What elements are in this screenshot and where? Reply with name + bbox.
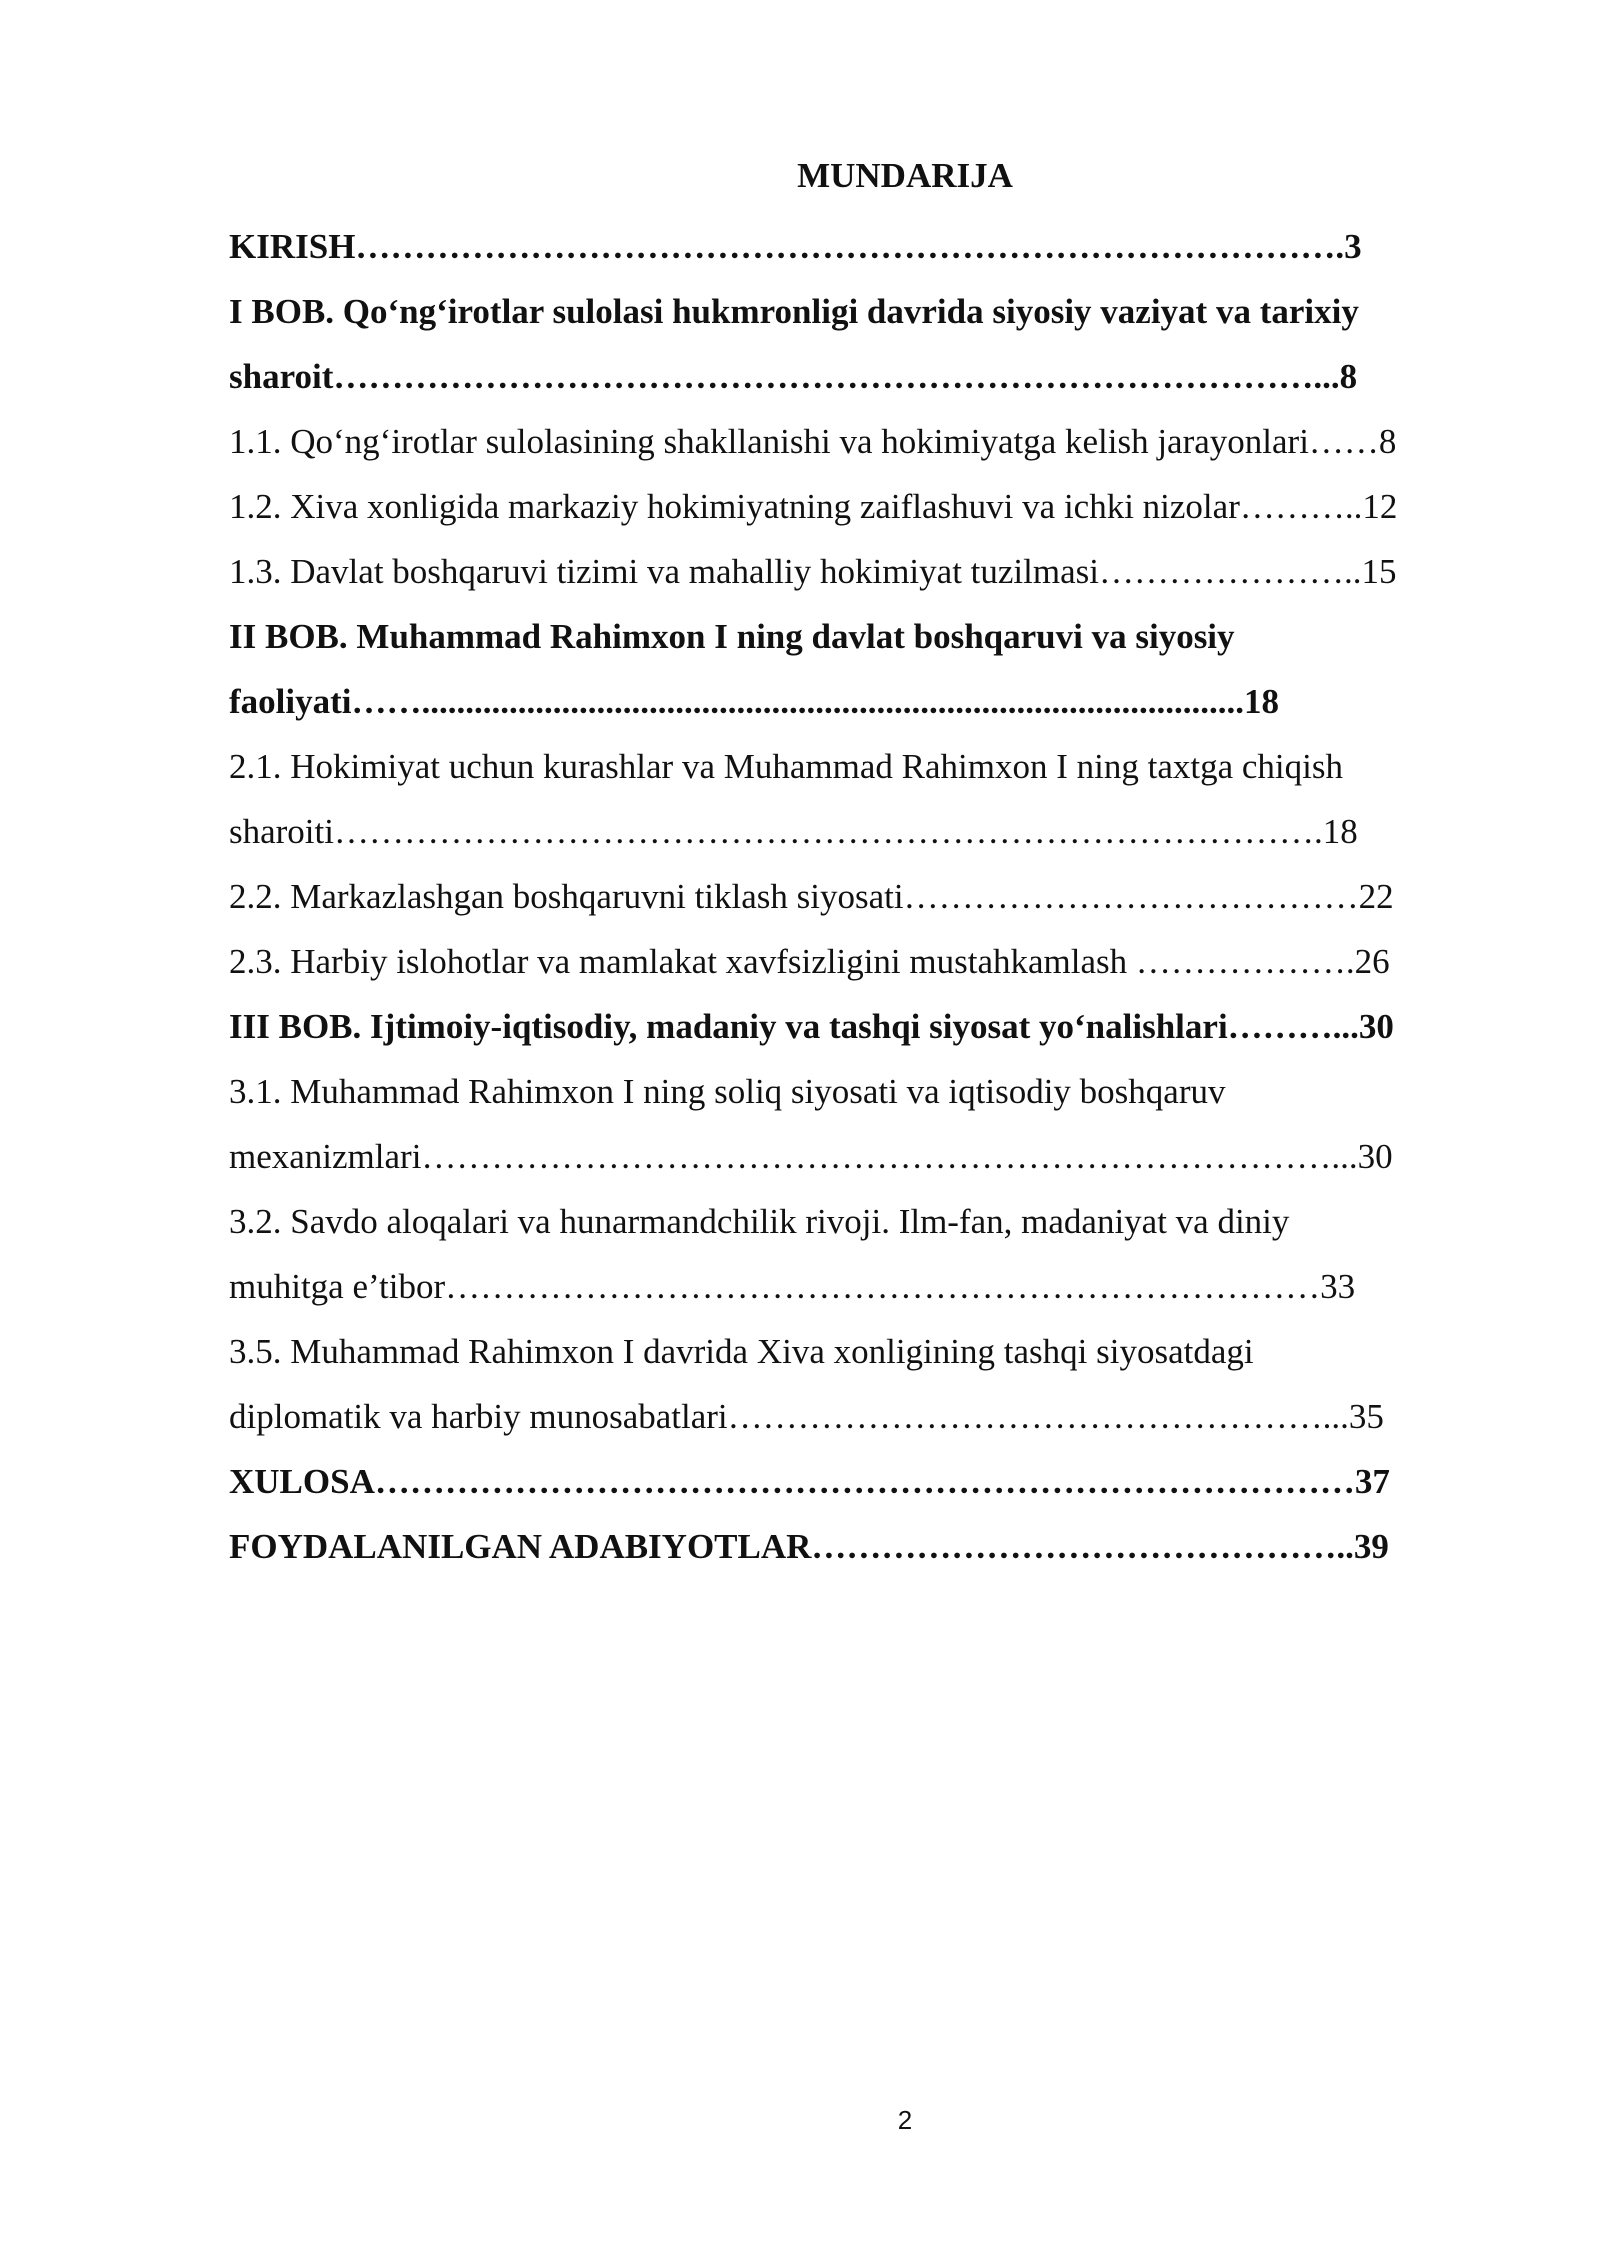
toc-line: 1.2. Xiva xonligida markaziy hokimiyatning zaiflashuvi va ichki nizolar………..12 <box>229 487 1398 526</box>
toc-entry-2-1 <box>229 734 1489 864</box>
toc-line: sharoit…………………………………………………………………………...8 <box>229 357 1358 396</box>
toc-line: 1.1. Qo‘ng‘irotlar sulolasining shakllanishi va hokimiyatga kelish jarayonlari……8 <box>229 422 1397 461</box>
toc-entry-3-2 <box>229 1189 1489 1319</box>
toc-entry-3-5 <box>229 1319 1489 1449</box>
toc-entry-1-3 <box>229 539 1489 604</box>
toc-line: 2.1. Hokimiyat uchun kurashlar va Muhammad Rahimxon I ning taxtga chiqish <box>229 747 1343 786</box>
table-of-contents <box>229 214 1489 1579</box>
toc-entry-chapter-2 <box>229 604 1489 734</box>
toc-line: diplomatik va harbiy munosabatlari……………………………………………...35 <box>229 1397 1384 1436</box>
toc-entry-1-1 <box>229 409 1489 474</box>
toc-line: KIRISH………………………………………………………………………….3 <box>229 227 1362 266</box>
toc-line: 2.3. Harbiy islohotlar va mamlakat xavfsizligini mustahkamlash ……………….26 <box>229 942 1390 981</box>
page-title: MUNDARIJA <box>797 156 1013 195</box>
toc-entry-2-3 <box>229 929 1489 994</box>
toc-line: sharoiti………………………………………………………………………….18 <box>229 812 1358 851</box>
page-number: 2 <box>897 2105 913 2135</box>
toc-entry-1-2 <box>229 474 1489 539</box>
toc-line: 3.5. Muhammad Rahimxon I davrida Xiva xonligining tashqi siyosatdagi <box>229 1332 1254 1371</box>
toc-entry-references <box>229 1514 1489 1579</box>
toc-entry-3-1 <box>229 1059 1489 1189</box>
toc-line: 3.1. Muhammad Rahimxon I ning soliq siyosati va iqtisodiy boshqaruv <box>229 1072 1226 1111</box>
toc-entry-chapter-3 <box>229 994 1489 1059</box>
toc-entry-xulosa <box>229 1449 1489 1514</box>
toc-line: muhitga e’tibor…………………………………………………………………33 <box>229 1267 1356 1306</box>
toc-line: faoliyati……..............................................................................................18 <box>229 682 1279 721</box>
toc-entry-chapter-1 <box>229 279 1489 409</box>
toc-entry-kirish <box>229 214 1489 279</box>
toc-line: FOYDALANILGAN ADABIYOTLAR………………………………………..39 <box>229 1527 1389 1566</box>
toc-line: 2.2. Markazlashgan boshqaruvni tiklash siyosati…………………………………22 <box>229 877 1394 916</box>
toc-line: III BOB. Ijtimoiy-iqtisodiy, madaniy va tashqi siyosat yo‘nalishlari………...30 <box>229 1007 1394 1046</box>
toc-line: mexanizmlari……………………………………………………………………...30 <box>229 1137 1393 1176</box>
toc-line: I BOB. Qo‘ng‘irotlar sulolasi hukmronligi davrida siyosiy vaziyat va tarixiy <box>229 292 1359 331</box>
toc-line: XULOSA…………………………………………………………………………37 <box>229 1462 1390 1501</box>
toc-line: II BOB. Muhammad Rahimxon I ning davlat boshqaruvi va siyosiy <box>229 617 1235 656</box>
toc-entry-2-2 <box>229 864 1489 929</box>
toc-line: 3.2. Savdo aloqalari va hunarmandchilik rivoji. Ilm-fan, madaniyat va diniy <box>229 1202 1290 1241</box>
toc-line: 1.3. Davlat boshqaruvi tizimi va mahalliy hokimiyat tuzilmasi…………………..15 <box>229 552 1397 591</box>
